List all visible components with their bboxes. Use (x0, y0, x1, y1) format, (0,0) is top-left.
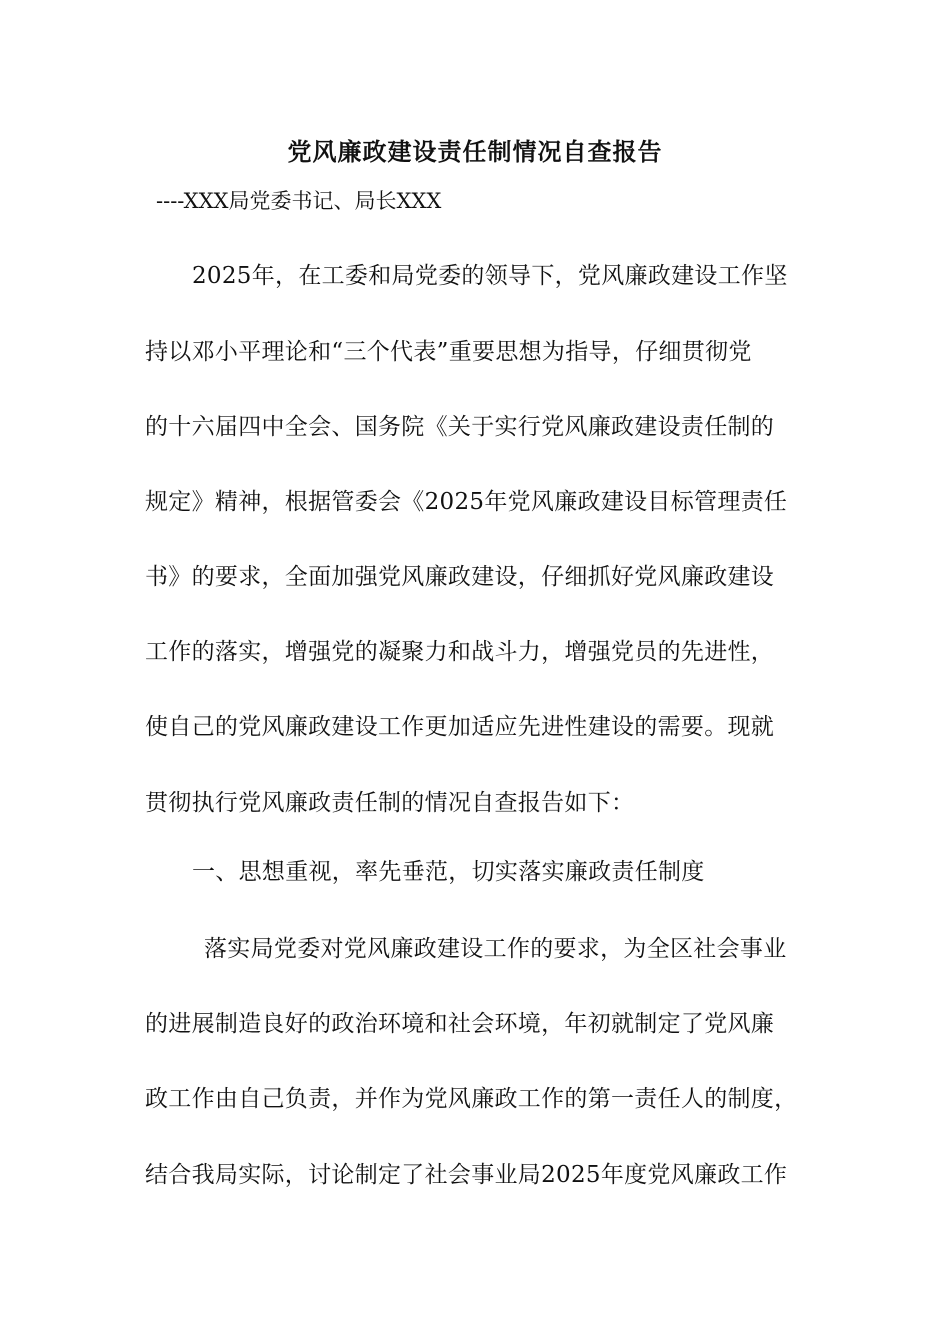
paragraph-1-line-2: 持以邓小平理论和“三个代表”重要思想为指导，仔细贯彻党 (145, 339, 752, 365)
paragraph-2-line-1: 落实局党委对党风廉政建设工作的要求，为全区社会事业 (204, 936, 787, 962)
document-title: 党风廉政建设责任制情况自查报告 (287, 137, 663, 166)
paragraph-1-line-5: 书》的要求，全面加强党风廉政建设，仔细抓好党风廉政建设 (145, 564, 775, 590)
paragraph-1-line-6: 工作的落实，增强党的凝聚力和战斗力，增强党员的先进性， (145, 639, 775, 665)
paragraph-2-line-3: 政工作由自己负责，并作为党风廉政工作的第一责任人的制度， (145, 1086, 798, 1112)
section-heading-1: 一、思想重视，率先垂范，切实落实廉政责任制度 (192, 859, 705, 885)
paragraph-2-line-2: 的进展制造良好的政治环境和社会环境，年初就制定了党风廉 (145, 1011, 775, 1037)
paragraph-1-line-1: 2025年，在工委和局党委的领导下，党风廉政建设工作坚 (192, 263, 788, 289)
document-byline: ----XXX局党委书记、局长XXX (156, 189, 442, 213)
paragraph-1-line-8: 贯彻执行党风廉政责任制的情况自查报告如下： (145, 790, 635, 816)
paragraph-1-line-3: 的十六届四中全会、国务院《关于实行党风廉政建设责任制的 (145, 414, 775, 440)
paragraph-1-line-4: 规定》精神，根据管委会《2025年党风廉政建设目标管理责任 (145, 489, 788, 515)
paragraph-1-line-7: 使自己的党风廉政建设工作更加适应先进性建设的需要。现就 (145, 714, 775, 740)
paragraph-2-line-4: 结合我局实际，讨论制定了社会事业局2025年度党风廉政工作 (145, 1162, 788, 1188)
